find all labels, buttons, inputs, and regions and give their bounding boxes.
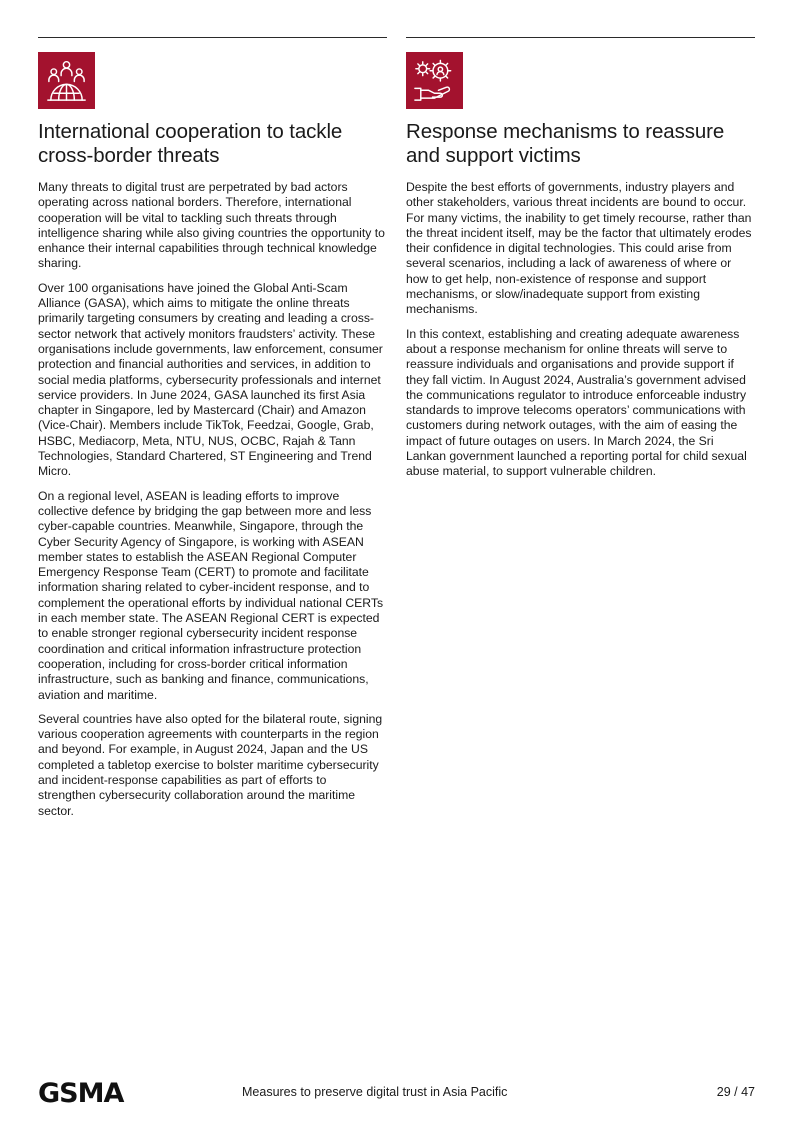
right-heading: Response mechanisms to reassure and support victims [406,120,725,167]
gsma-logo: GSMA [38,1078,124,1109]
right-top-rule [406,37,755,38]
right-paragraph-2: In this context, establishing and creating adequate awareness about a response mechanism for online threats will serve to reassure individuals and organisations and provide support if they fall victim. In August 2024, Australia’s government advised the communications regulator to introduce enforceable industry standards to improve telecoms operators’ communications with customers during network outages, with the aim of easing the impact of future outages on users. In March 2024, the Sri Lankan government launched a reporting portal for child sexual abuse material, to support vulnerable children. [406,326,747,479]
page-footer [0,1076,793,1116]
footer-document-title: Measures to preserve digital trust in Asia Pacific [242,1085,508,1099]
left-paragraph-4: Several countries have also opted for the bilateral route, signing various cooperation agreements with counterparts in the region and beyond. For example, in August 2024, Japan and the US completed a tabletop exercise to bolster maritime cybersecurity and incident-response capabilities as part of efforts to strengthen cybersecurity collaboration around the maritime sector. [38,711,383,818]
gears-hand-support-icon [406,52,463,109]
left-heading: International cooperation to tackle cross-border threats [38,120,343,167]
left-paragraph-3: On a regional level, ASEAN is leading efforts to improve collective defence by bridging the gap between more and less cyber-capable countries. Meanwhile, Singapore, through the Cyber Security Agency of Singapore, is working with ASEAN member states to establish the ASEAN Regional Computer Emergency Response Team (CERT) to promote and facilitate information sharing related to cyber-incident response, and to complement the operational efforts by individual national CERTs in each member state. The ASEAN Regional CERT is expected to enable stronger regional cybersecurity incident response coordination and critical information infrastructure protection cooperation, including for cross-border critical information infrastructure, such as banking and finance, communications, aviation and maritime. [38,488,384,702]
left-paragraph-1: Many threats to digital trust are perpetrated by bad actors operating across national borders. Therefore, international cooperation will be vital to tackling such threats through intelligence sharing while also giving countries the opportunity to enhance their internal capabilities through technical knowledge sharing. [38,180,385,271]
left-paragraph-2: Over 100 organisations have joined the Global Anti-Scam Alliance (GASA), which aims to mitigate the online threats primarily targeting consumers by creating and leading a cross-sector network that actively monitors fraudsters’ activity. These organisations include governments, law enforcement, consumer protection and financial authorities and services, in addition to social media platforms, cybersecurity professionals and internet service providers. In June 2024, GASA launched its first Asia chapter in Singapore, led by Mastercard (Chair) and Amazon (Vice-Chair). Members include TikTok, Feedzai, Google, Grab, HSBC, Mediacorp, Meta, NTU, NUS, OCBC, Rajah & Tann Technologies, Standard Chartered, ST Engineering and Trend Micro. [38,280,383,479]
right-paragraph-1: Despite the best efforts of governments, industry players and other stakeholders, various threat incidents are bound to occur. For many victims, the inability to get timely recourse, rather than the threat incident itself, may be the factor that ultimately erodes their confidence in digital technologies. This could arise from several scenarios, including a lack of awareness of where or how to get help, non-existence of response and support mechanisms, or slow/inadequate support from existing mechanisms. [406,180,752,317]
left-column [38,37,387,828]
left-top-rule [38,37,387,38]
page-number: 29 / 47 [716,1085,755,1099]
people-globe-icon [38,52,95,109]
right-column [406,37,755,489]
